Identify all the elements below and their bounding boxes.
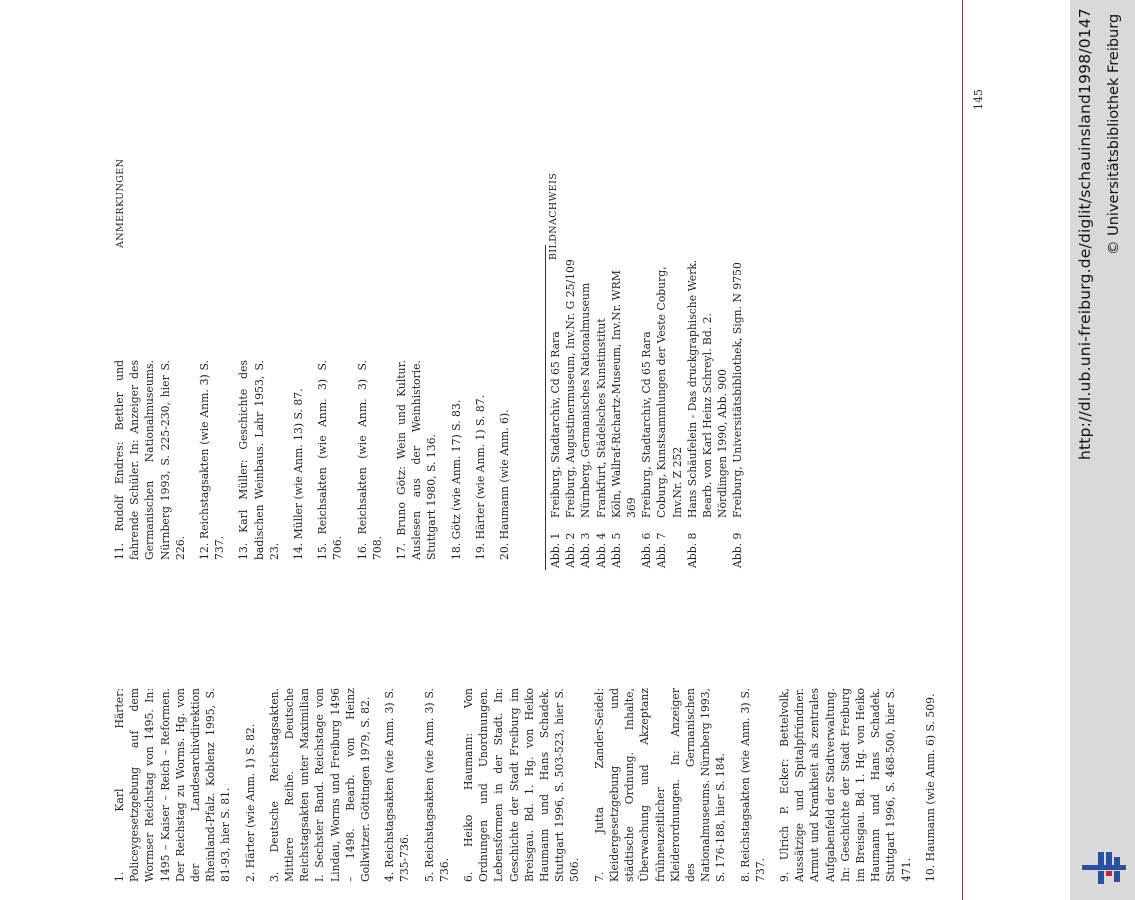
archive-sidebar (1070, 0, 1135, 900)
note-5: 5. Reichstagsakten (wie Anm. 3) S. 736. (422, 688, 451, 882)
page-number: 145 (972, 89, 985, 110)
heading-images: BILDNACHWEIS (548, 172, 559, 260)
abb-source: Coburg, Kunstsammlungen der Veste Coburg, Inv.Nr. Z 252 (655, 266, 684, 518)
bild-row (594, 248, 609, 568)
note-18: 18. Götz (wie Anm. 17) S. 83. (449, 399, 463, 560)
note-11: 11. Rudolf Endres: Bettler und fahrende Schüler. In: Anzeiger des Germanischen Nationalmuseums. Nürnberg 1993, S. 225-230, hier S. 226. (113, 360, 187, 560)
abb-source: Freiburg, Universitätsbibliothek, Sign. N 9750 (731, 262, 745, 518)
abb-label: Abb. 3 (579, 532, 593, 568)
page-rule (962, 0, 963, 900)
bild-rule (545, 245, 546, 570)
archive-url-link[interactable]: http://dl.ub.uni-freiburg.de/diglit/schauinsland1998/0147 (1076, 8, 1094, 460)
abb-label: Abb. 5 (609, 532, 623, 568)
bildnachweis-list (548, 248, 746, 568)
abb-source: Köln, Wallraf-Richartz-Museum, Inv.Nr. WRM 369 (609, 270, 639, 518)
copyright-text: © Universitätsbibliothek Freiburg (1106, 13, 1122, 255)
note-13: 13. Karl Müller: Geschichte des badischen Weinbaus. Lahr 1953, S. 23. (237, 360, 281, 560)
bild-row (578, 248, 593, 568)
abb-label: Abb. 9 (731, 532, 745, 568)
abb-label: Abb. 8 (685, 532, 699, 568)
bild-row (730, 248, 745, 568)
note-7: 7. Jutta Zander-Seidel: Kleidergesetzgebung und städtische Ordnung. Inhalte, Überwachung und Akzeptanz frühneuzeitlicher Kleiderordnungen. In: Anzeiger des Germanischen Nationalmuseums. Nürnberg 1993, S. 176-188, hier S. 184. (592, 688, 728, 882)
note-15: 15. Reichsakten (wie Anm. 3) S. 706. (316, 360, 345, 560)
note-17: 17. Bruno Götz: Wein und Kultur. Auslesen aus der Weinhistorie. Stuttgart 1980, S. 136. (395, 360, 439, 560)
abb-source: Freiburg, Augustinermuseum, Inv.Nr. G 25/109 (564, 259, 578, 518)
abb-source: Nürnberg, Germanisches Nationalmuseum (579, 282, 593, 518)
ub-freiburg-logo-icon (1080, 848, 1128, 886)
note-19: 19. Härter (wie Anm. 1) S. 87. (473, 394, 487, 560)
notes-column-1 (112, 688, 947, 882)
note-3: 3. Deutsche Reichstagsakten. Mittlere Reihe. Deutsche Reichstagsakten unter Maximilian I. Sechster Band. Reichstage von Lindau, Worms und Freiburg 1496 – 1498. Bearb. von Heinz Gollwitzer. Göttingen 1979, S. 82. (267, 688, 373, 882)
note-9: 9. Ulrich P. Ecker: Bettelvolk, Aussätzige und Spitalpfründner. Armut und Krankheit als zentrales Aufgabenfeld der Stadtverwaltung. In: Geschichte der Stadt Freiburg im Breisgau. Bd. 1. Hg. von Heiko Haumann und Hans Schadek. Stuttgart 1996, S. 468-500, hier S. 471. (777, 688, 913, 882)
note-8: 8. Reichstagsakten (wie Anm. 3) S. 737. (738, 688, 767, 882)
note-14: 14. Müller (wie Anm. 13) S. 87. (292, 388, 306, 560)
note-4: 4. Reichstagsakten (wie Anm. 3) S. 735-736. (383, 688, 412, 882)
bild-row (548, 248, 563, 568)
abb-label: Abb. 6 (640, 532, 654, 568)
note-10: 10. Haumann (wie Anm. 6) S. 509. (923, 693, 937, 882)
note-2: 2. Härter (wie Anm. 1) S. 82. (243, 723, 257, 882)
note-12: 12. Reichstagsakten (wie Anm. 3) S. 737. (198, 360, 227, 560)
abb-source: Freiburg, Stadtarchiv, Cd 65 Rara (640, 331, 654, 518)
note-16: 16. Reichsakten (wie Anm. 3) S. 708. (355, 360, 384, 560)
bild-row (563, 248, 578, 568)
note-1: 1. Karl Härter: Policeygesetzgebung auf dem Wormser Reichstag von 1495. In: 1495 – Kaiser – Reich – Reformen. Der Reichstag zu Worms. Hg. von der Landesarchivdirektion Rheinland-Pfalz. Koblenz 1995, S. 81-93, hier S. 81. (113, 688, 233, 882)
bild-row (685, 248, 731, 568)
note-20: 20. Haumann (wie Anm. 6). (498, 409, 512, 560)
heading-notes: ANMERKUNGEN (115, 158, 126, 248)
abb-label: Abb. 2 (564, 532, 578, 568)
note-6: 6. Heiko Haumann: Von Ordnungen und Unordnungen. Lebensformen in der Stadt. In: Geschichte der Stadt Freiburg im Breisgau. Bd. 1. Hg. von Heiko Haumann und Hans Schadek. Stuttgart 1996, S. 503-523, hier S. 506. (462, 688, 582, 882)
abb-label: Abb. 7 (655, 532, 669, 568)
bild-row (654, 248, 684, 568)
abb-label: Abb. 4 (594, 532, 608, 568)
bild-row (609, 248, 639, 568)
abb-source: Freiburg, Stadtarchiv, Cd 65 Rara (549, 331, 562, 518)
notes-column-2 (112, 360, 521, 560)
abb-label: Abb. 1 (549, 532, 562, 568)
bild-row (639, 248, 654, 568)
abb-source: Hans Schäufelein - Das druckgraphische Werk. Bearb. von Karl Heinz Schreyl. Bd. 2. Nördlingen 1990, Abb. 900 (685, 259, 730, 518)
abb-source: Frankfurt, Städelsches Kunstinstitut (594, 318, 608, 518)
